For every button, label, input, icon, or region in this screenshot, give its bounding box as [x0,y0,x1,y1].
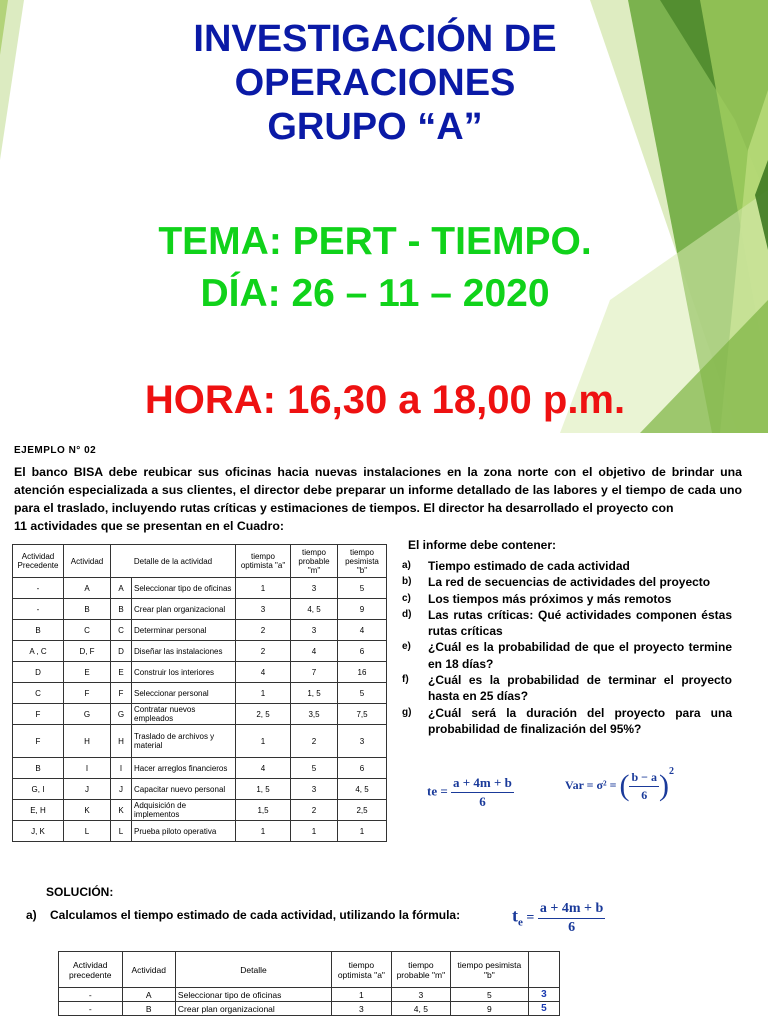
table-row [13,779,387,800]
actividad-cell: B [64,599,111,620]
pesimista-cell: 5 [338,578,387,599]
informe-list [402,558,732,737]
col-actividad: Actividad [122,952,175,988]
slide-title-line2: OPERACIONES [234,62,516,104]
precedente-cell: E, H [13,800,64,821]
pesimista-cell: 3 [338,725,387,758]
col-optimista: tiempo optimista "a" [332,952,391,988]
table-row [13,620,387,641]
formula-te [427,775,514,810]
informe-title: El informe debe contener: [408,538,557,552]
optimista-cell: 2, 5 [236,704,291,725]
actividad-cell: A [64,578,111,599]
informe-item-text: La red de secuencias de actividades del proyecto [428,575,711,590]
detalle-cell: Prueba piloto operativa [132,821,236,842]
optimista-cell: 1, 5 [236,779,291,800]
detalle-cell: Crear plan organizacional [175,1002,331,1016]
formula-te2-num: a + 4m + b [538,901,605,919]
precedente-cell: A , C [13,641,64,662]
precedente-cell: - [13,578,64,599]
detalle-cell: Crear plan organizacional [132,599,236,620]
informe-item-key: f) [402,674,409,686]
pesimista-cell: 6 [338,758,387,779]
informe-item [402,591,732,607]
precedente-cell: F [13,704,64,725]
optimista-cell: 2 [236,641,291,662]
probable-cell: 2 [291,800,338,821]
informe-item-key: e) [402,641,411,653]
formula-te2 [512,901,605,936]
detalle-cell: Capacitar nuevo personal [132,779,236,800]
probable-cell: 1, 5 [291,683,338,704]
letter-cell: E [111,662,132,683]
letter-cell: A [111,578,132,599]
activities-table [12,544,387,842]
slide-title-line1: INVESTIGACIÓN DE [193,18,557,60]
table-row [13,662,387,683]
ejemplo-heading: EJEMPLO N° 02 [14,445,97,456]
optimista-cell: 3 [332,1002,391,1016]
pesimista-cell: 4, 5 [338,779,387,800]
formula-var [565,765,674,803]
slide-title-line3: GRUPO “A” [267,106,483,148]
detalle-cell: Seleccionar tipo de oficinas [132,578,236,599]
actividad-cell: J [64,779,111,800]
precedente-cell: B [13,758,64,779]
actividad-cell: L [64,821,111,842]
precedente-cell: J, K [13,821,64,842]
table-header-row [13,545,387,578]
col-optimista: tiempo optimista "a" [236,545,291,578]
pesimista-cell: 5 [338,683,387,704]
pesimista-cell: 4 [338,620,387,641]
letter-cell: D [111,641,132,662]
formula-te2-sub: e [518,916,523,929]
precedente-cell: B [13,620,64,641]
probable-cell: 3,5 [291,704,338,725]
letter-cell: C [111,620,132,641]
letter-cell: H [111,725,132,758]
formula-te-lhs: te = [427,783,448,799]
slide-hora: HORA: 16,30 a 18,00 p.m. [144,378,626,422]
formula-te2-t: t [512,905,518,926]
informe-item-text: Tiempo estimado de cada actividad [428,559,630,573]
precedente-cell: F [13,725,64,758]
detalle-cell: Contratar nuevos empleados [132,704,236,725]
actividad-cell: A [122,988,175,1002]
table-row [13,578,387,599]
actividad-cell: C [64,620,111,641]
table-row [13,821,387,842]
pesimista-cell: 9 [451,1002,529,1016]
paren-left: ( [619,769,630,802]
precedente-cell: - [59,988,123,1002]
optimista-cell: 1 [332,988,391,1002]
col-actividad: Actividad [64,545,111,578]
actividad-cell: I [64,758,111,779]
formula-te2-eq: = [526,910,535,926]
precedente-cell: C [13,683,64,704]
formula-var-exp: 2 [669,765,674,777]
formula-te2-fraction [538,901,605,936]
table-row [13,704,387,725]
actividad-cell: K [64,800,111,821]
formula-var-num: b − a [629,770,659,787]
problem-paragraph-end: 11 actividades que se presentan en el Cuadro: [14,519,284,533]
actividad-cell: D, F [64,641,111,662]
table-row [13,683,387,704]
informe-item [402,607,732,640]
letter-cell: B [111,599,132,620]
optimista-cell: 1,5 [236,800,291,821]
probable-cell: 4 [291,641,338,662]
pesimista-cell: 1 [338,821,387,842]
formula-var-fraction [629,770,659,803]
informe-item [402,639,732,672]
te-cell: 5 [528,1002,559,1016]
step-a [26,908,460,922]
table-row [59,988,560,1002]
optimista-cell: 3 [236,599,291,620]
formula-te-num: a + 4m + b [451,775,514,793]
detalle-cell: Adquisición de implementos [132,800,236,821]
detalle-cell: Diseñar las instalaciones [132,641,236,662]
col-detalle: Detalle [175,952,331,988]
letter-cell: L [111,821,132,842]
precedente-cell: - [59,1002,123,1016]
table-row [13,599,387,620]
letter-cell: F [111,683,132,704]
detalle-cell: Hacer arreglos financieros [132,758,236,779]
probable-cell: 4, 5 [291,599,338,620]
step-a-text: Calculamos el tiempo estimado de cada actividad, utilizando la fórmula: [50,908,461,922]
paren-right: ) [659,769,669,802]
pesimista-cell: 16 [338,662,387,683]
slide-tema: TEMA: PERT - TIEMPO. [158,220,592,263]
actividad-cell: F [64,683,111,704]
formula-te-fraction [451,775,514,810]
pesimista-cell: 6 [338,641,387,662]
probable-cell: 3 [291,620,338,641]
table-header-row [59,952,560,988]
informe-item-text: Los tiempos más próximos y más remotos [428,591,672,606]
precedente-cell: D [13,662,64,683]
letter-cell: J [111,779,132,800]
solution-table [58,951,560,1016]
actividad-cell: H [64,725,111,758]
probable-cell: 2 [291,725,338,758]
informe-item [402,672,732,705]
formula-te-den: 6 [479,794,486,809]
informe-item-key: d) [402,608,412,620]
letter-cell: K [111,800,132,821]
informe-item [402,705,732,738]
optimista-cell: 1 [236,683,291,704]
col-detalle: Detalle de la actividad [111,545,236,578]
informe-item-text: Las rutas críticas: Qué actividades componen éstas rutas críticas [428,607,732,639]
detalle-cell: Seleccionar personal [132,683,236,704]
probable-cell: 5 [291,758,338,779]
probable-cell: 3 [291,779,338,800]
informe-item-key: g) [402,706,412,718]
actividad-cell: E [64,662,111,683]
informe-item-key: a) [402,560,411,571]
step-a-key: a) [26,908,37,922]
table-row [59,1002,560,1016]
precedente-cell: - [13,599,64,620]
precedente-cell: G, I [13,779,64,800]
probable-cell: 3 [391,988,450,1002]
pesimista-cell: 9 [338,599,387,620]
col-precedente: Actividad precedente [59,952,123,988]
actividad-cell: G [64,704,111,725]
probable-cell: 3 [291,578,338,599]
detalle-cell: Construir los interiores [132,662,236,683]
optimista-cell: 1 [236,578,291,599]
informe-item [402,574,732,590]
solucion-heading: SOLUCIÓN: [46,885,114,899]
formula-var-lhs: Var = σ² = [565,777,617,792]
col-te [528,952,559,988]
detalle-cell: Determinar personal [132,620,236,641]
pesimista-cell: 2,5 [338,800,387,821]
optimista-cell: 4 [236,662,291,683]
letter-cell: G [111,704,132,725]
optimista-cell: 2 [236,620,291,641]
formula-var-den: 6 [641,787,648,802]
letter-cell: I [111,758,132,779]
optimista-cell: 1 [236,821,291,842]
probable-cell: 7 [291,662,338,683]
optimista-cell: 4 [236,758,291,779]
table-row [13,800,387,821]
informe-item-text: ¿Cuál será la duración del proyecto para una probabilidad de finalización del 95%? [428,705,732,736]
actividad-cell: B [122,1002,175,1016]
te-cell: 3 [528,988,559,1002]
detalle-cell: Traslado de archivos y material [132,725,236,758]
informe-item [402,558,732,574]
title-slide [0,0,768,433]
col-probable: tiempo probable "m" [391,952,450,988]
formula-te2-den: 6 [568,920,576,935]
informe-item-key: c) [402,592,411,604]
col-probable: tiempo probable "m" [291,545,338,578]
slide-dia: DÍA: 26 – 11 – 2020 [200,272,550,315]
informe-item-text: ¿Cuál es la probabilidad de que el proyecto termine en 18 días? [428,640,732,671]
informe-item-key: b) [402,576,412,588]
pesimista-cell: 7,5 [338,704,387,725]
optimista-cell: 1 [236,725,291,758]
problem-paragraph: El banco BISA debe reubicar sus oficinas hacia nuevas instalaciones en la zona norte con el objetivo de brindar una atención especializada a sus clientes, el director debe preparar un informe detallado de las labores y el tiempo de cada uno para el traslado, incluyendo rutas críticas y estimaciones de tiempos. El director ha desarrollado el proyecto con [14,465,742,515]
pesimista-cell: 5 [451,988,529,1002]
table-row [13,641,387,662]
col-pesimista: tiempo pesimista "b" [338,545,387,578]
probable-cell: 4, 5 [391,1002,450,1016]
col-pesimista: tiempo pesimista "b" [451,952,529,988]
table-row [13,758,387,779]
table-row [13,725,387,758]
col-precedente: Actividad Precedente [13,545,64,578]
detalle-cell: Seleccionar tipo de oficinas [175,988,331,1002]
informe-item-text: ¿Cuál es la probabilidad de terminar el proyecto hasta en 25 días? [428,673,732,704]
document-page [0,433,768,1024]
probable-cell: 1 [291,821,338,842]
